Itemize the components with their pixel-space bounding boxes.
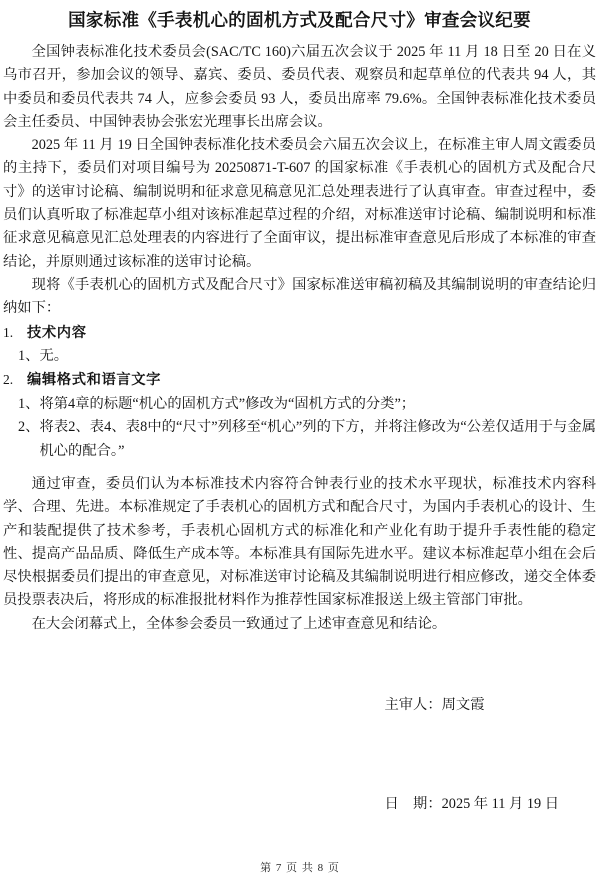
list-item: [3, 416, 596, 463]
section-heading: [3, 321, 596, 346]
signature-date-line: [363, 755, 596, 854]
date-value: 2025 年 11 月 19 日: [441, 796, 560, 813]
list-item: [3, 345, 596, 368]
list-item-text: 将第4章的标题“机心的固机方式”修改为“固机方式的分类”；: [39, 396, 416, 413]
document-title: 国家标准《手表机心的固机方式及配合尺寸》审查会议纪要: [68, 10, 531, 30]
paragraph-meeting-overview: 全国钟表标准化技术委员会(SAC/TC 160)六届五次会议于 2025 年 11 月 18 日至 20 日在义乌市召开，参加会议的领导、嘉宾、委员、委员代表、观察员和起草单位的代表共 94 人，其中委员和委员代表共 74 人，应参会委员 93 人，委员出席率 79.6%。全国钟表标准化技术委员会主任委员、中国钟表协会张宏光理事长出席会议。: [3, 44, 596, 130]
page-number-footer: 第 7 页 共 8 页: [260, 862, 340, 874]
signature-block: [363, 656, 596, 854]
section-technical-content: [3, 321, 596, 369]
section-number: 1.: [3, 324, 14, 340]
section-editorial-format: [3, 368, 596, 462]
list-item: [3, 393, 596, 416]
paragraph-conclusion-intro: 现将《手表机心的固机方式及配合尺寸》国家标准送审稿初稿及其编制说明的审查结论归纳如下：: [3, 276, 596, 317]
list-item-number: 2、: [18, 419, 40, 436]
reviewer-label: 主审人：: [384, 697, 442, 714]
date-label: 日 期：: [384, 796, 442, 813]
list-item-number: 1、: [18, 396, 40, 413]
section-title: 技术内容: [27, 324, 87, 341]
signature-reviewer-line: [363, 656, 596, 755]
list-item-text: 无。: [39, 348, 69, 365]
section-number: 2.: [3, 372, 14, 388]
paragraph-closing-ceremony: 在大会闭幕式上，全体参会委员一致通过了上述审查意见和结论。: [31, 615, 447, 632]
list-item-text: 将表2、表4、表8中的“尺寸”列移至“机心”列的下方，并将注修改为“公差仅适用于与金属机心的配合。”: [39, 419, 596, 459]
paragraph-review-process: 2025 年 11 月 19 日全国钟表标准化技术委员会六届五次会议上，在标准主审人周文霞委员的主持下，委员们对项目编号为 20250871-T-607 的国家标准《手表机心的固机方式及配合尺寸》的送审讨论稿、编制说明和征求意见稿意见汇总处理表进行了认真审查。审查过程中，委员们认真听取了标准起草小组对该标准起草过程的介绍，对标准送审讨论稿、编制说明和标准征求意见稿意见汇总处理表的内容进行了全面审议，提出标准审查意见后形成了本标准的审查结论，并原则通过该标准的送审讨论稿。: [3, 137, 596, 270]
reviewer-name: 周文霞: [441, 697, 485, 714]
paragraph-review-opinion: 通过审查，委员们认为本标准技术内容符合钟表行业的技术水平现状，标准技术内容科学、合理、先进。本标准规定了手表机心的固机方式和配合尺寸，为国内手表机心的设计、生产和装配提供了技术参考，手表机心固机方式的标准化和产业化有助于提升手表性能的稳定性、提高产品品质、降低生产成本等。本标准具有国际先进水平。建议本标准起草小组在会后尽快根据委员们提出的审查意见，对标准送审讨论稿及其编制说明进行相应修改，递交全体委员投票表决后，将形成的标准报批材料作为推荐性国家标准报送上级主管部门审批。: [3, 475, 596, 609]
section-heading: [3, 368, 596, 393]
section-title: 编辑格式和语言文字: [27, 372, 162, 389]
list-item-number: 1、: [18, 348, 40, 365]
